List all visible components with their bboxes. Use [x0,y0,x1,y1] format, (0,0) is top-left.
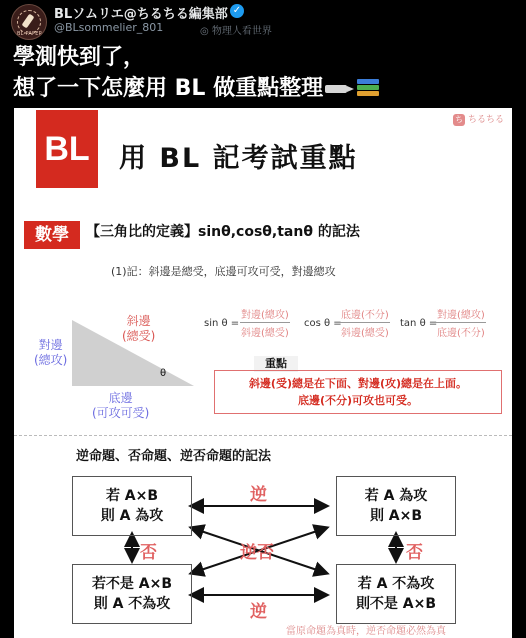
key-point-label: 重點 [254,356,298,372]
watermark-text: ちるちる [467,115,504,125]
bl-logo: BL [36,110,98,188]
trig-formulas: sin θ = 對邊(總攻) 斜邊(總受) cos θ = 底邊(不分) 斜邊(總受) tan θ = 對邊(總攻) 底邊(不分) [204,304,504,344]
verified-badge-icon: ✓ [230,4,244,18]
key-point-line-2: 底邊(不分)可攻也可受。 [297,394,419,407]
pen-emoji-icon [325,85,347,93]
subject-tag: 數學 [24,221,80,249]
post-text-line-2-text: 想了一下怎麼用 BL 做重點整理 [13,76,324,101]
post-text [13,42,379,104]
proposition-box-inverse: 若不是 A×B 則 A 不為攻 [72,564,192,624]
key-point-line-1: 斜邊(受)總是在下面、對邊(攻)總是在上面。 [248,377,468,390]
label-converse-bottom: 逆 [250,602,267,622]
post-text-line-2 [13,73,379,104]
angle-theta: θ [160,368,167,379]
hypotenuse-label: 斜邊 (總受) [122,314,156,343]
books-emoji-icon [357,78,379,100]
avatar[interactable] [11,4,47,40]
card-title: 用 BL 記考試重點 [119,143,358,174]
proposition-box-contrapositive: 若 A 不為攻 則不是 A×B [336,564,456,624]
post-image[interactable] [14,108,512,638]
label-contrapositive: 逆否 [240,543,274,563]
mnemonic-note: (1)記：斜邊是總受，底邊可攻可受，對邊總攻 [111,265,336,278]
post-header [0,0,526,40]
label-inverse-left: 否 [140,543,157,563]
opposite-label: 對邊 (總攻) [34,338,68,367]
display-name[interactable]: BLソムリエ@ちるちる編集部 [54,7,228,22]
ip-location: ◎ 物理人看世界 [200,26,272,37]
adjacent-label: 底邊 (可攻可受) [92,391,150,420]
user-handle[interactable]: @BLsommelier_801 [54,21,164,34]
footnote: 當原命題為真時，逆否命題必然為真 [286,626,446,637]
logic-title: 逆命題、否命題、逆否命題的記法 [76,449,272,464]
section-title: 【三角比的定義】sinθ,cosθ,tanθ 的記法 [86,224,360,240]
post-text-line-1: 學測快到了， [13,45,146,70]
proposition-box-converse: 若 A 為攻 則 A×B [336,476,456,536]
avatar-tag: BL-PAPER [17,31,43,37]
label-inverse-right: 否 [406,543,423,563]
label-converse-top: 逆 [250,485,267,505]
proposition-box-original: 若 A×B 則 A 為攻 [72,476,192,536]
watermark-icon: ち [454,115,463,124]
